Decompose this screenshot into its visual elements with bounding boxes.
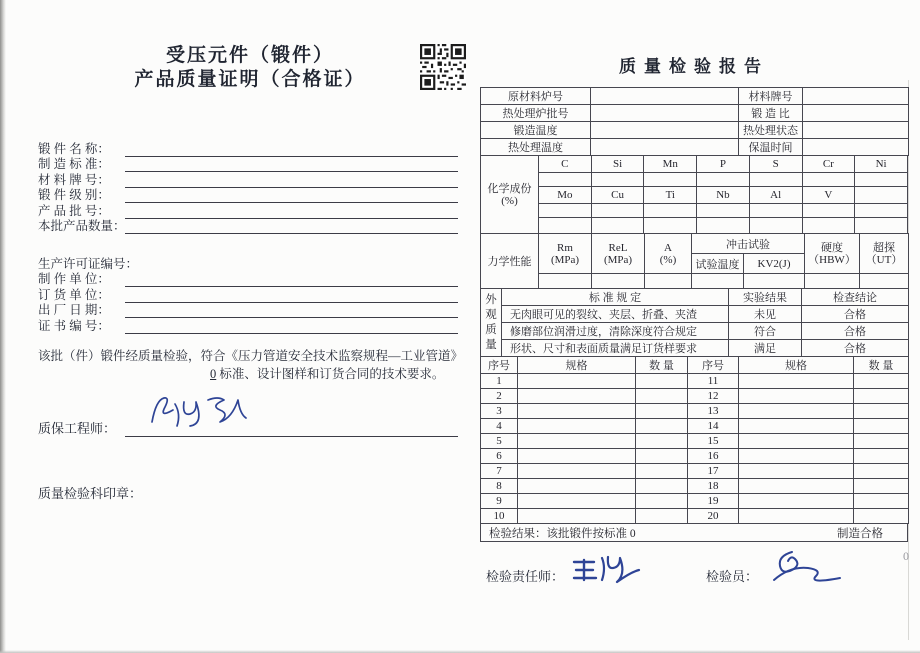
chem-element: Si [591,156,644,173]
spec-cell [739,419,854,434]
statement-line2 [38,365,462,383]
mech-hardness-unit: （HBW） [808,253,856,266]
chem-element: Mn [644,156,697,173]
inspector-label: 检验员： [706,568,759,584]
table-row [481,419,909,434]
serial-no: 10 [481,509,518,524]
cell-label: 热处理状态 [739,122,803,139]
qty-cell [854,464,909,479]
chem-value [749,204,802,218]
manufacture-verdict: 制造合格 [837,527,883,540]
inspection-seal-label: 质量检验科印章： [38,486,143,501]
mech-value [805,274,860,289]
cell-value [803,105,909,122]
mechanical-properties-table [480,233,909,289]
spec-cell [518,404,636,419]
cell-value [803,139,909,156]
order-fields-block [38,256,458,334]
certificate-title-line1: 受压元件（锻件） [165,45,334,66]
table-row [481,340,909,357]
chem-element: C [539,156,592,173]
spec-cell [739,404,854,419]
qty-cell [854,479,909,494]
chem-section-label [481,156,539,234]
mech-hardness: 硬度 [821,241,843,254]
table-row [481,105,909,122]
report-signature-row [486,558,920,592]
appearance-conclusion: 合格 [802,323,909,340]
table-row [481,187,908,204]
serial-header: 规格 [518,357,636,374]
mech-ut-unit: （UT） [865,253,903,266]
serial-no: 8 [481,479,518,494]
certificate-left-page [8,0,464,653]
table-row [481,323,909,340]
mech-value [645,274,692,289]
serial-no: 17 [688,464,739,479]
serial-no: 2 [481,389,518,404]
table-row [481,449,909,464]
appearance-result: 未见 [729,306,802,323]
inspection-result-cell [481,524,908,542]
field-label: 产 品 批 号： [38,203,110,218]
chem-value [539,218,592,234]
table-row [481,218,908,234]
serial-no: 9 [481,494,518,509]
serial-header: 序号 [688,357,739,374]
mech-rm-unit: (MPa) [550,253,580,266]
field-blank-line [125,189,458,203]
mech-a: A [664,241,672,254]
appearance-spec: 修磨部位润滑过度，清除深度符合规定 [502,323,729,340]
mech-header-ut [860,234,909,274]
mech-section-label: 力学性能 [481,234,539,289]
appearance-quality-table [480,288,909,357]
serial-no: 11 [688,374,739,389]
spec-cell [518,509,636,524]
mech-ut: 超探 [873,241,895,254]
appearance-conclusion: 合格 [802,306,909,323]
table-row [481,88,909,105]
chem-element: S [749,156,802,173]
table-row [481,404,909,419]
field-blank-line [125,174,458,188]
qr-code [420,44,466,90]
qty-cell [854,509,909,524]
chem-element: P [697,156,750,173]
chem-element: Ni [855,156,908,173]
qty-cell [636,509,688,524]
chem-value [749,218,802,234]
qty-cell [854,434,909,449]
qty-cell [854,389,909,404]
table-row [481,156,908,173]
mech-header-rm [539,234,592,274]
spec-cell [518,464,636,479]
serial-no: 16 [688,449,739,464]
field-label: 生产许可证编号： [38,256,139,271]
serial-header: 规格 [739,357,854,374]
spec-cell [518,374,636,389]
mech-value [592,274,645,289]
spec-cell [518,389,636,404]
field-certificate-no [38,318,458,334]
chem-element: Al [749,187,802,204]
serial-no: 12 [688,389,739,404]
chem-value [697,218,750,234]
table-row [481,234,909,254]
table-row [481,122,909,139]
table-row [481,274,909,289]
table-row [481,494,909,509]
serial-header: 序号 [481,357,518,374]
spec-cell [518,479,636,494]
mech-header-hardness [805,234,860,274]
scan-edge-left [0,0,6,653]
mech-value [744,274,805,289]
cell-label: 原材料炉号 [481,88,591,105]
chem-value [855,218,908,234]
cell-value [591,122,739,139]
statement-line1: 该批（件）锻件经质量检验，符合《压力管道安全技术监察规程—工业管道》 [38,348,464,363]
report-table [480,87,908,542]
field-batch-quantity [38,219,458,235]
qty-cell [636,449,688,464]
appearance-header-result: 实验结果 [729,289,802,306]
cell-label: 热处理炉批号 [481,105,591,122]
spec-cell [739,494,854,509]
table-row [481,389,909,404]
appearance-spec: 无肉眼可见的裂纹、夹层、折叠、夹渣 [502,306,729,323]
spec-cell [739,509,854,524]
mech-a-unit: (%) [659,253,677,266]
field-label: 制 造 标 准： [38,157,110,171]
table-row [481,204,908,218]
inspection-result-text: 检验结果：该批锻件按标准 0 [489,527,636,540]
chem-element: Ti [644,187,697,204]
spec-cell [739,464,854,479]
spec-cell [739,389,854,404]
chem-label-line2: (%) [501,194,518,207]
serial-no: 19 [688,494,739,509]
chem-value [644,218,697,234]
chem-label-line1: 化学成份 [487,182,532,195]
chemical-composition-table [480,155,908,234]
serial-no: 1 [481,374,518,389]
spec-cell [518,434,636,449]
field-label: 出 厂 日 期： [38,303,110,317]
chem-value [644,204,697,218]
cell-value [591,88,739,105]
serial-no: 4 [481,419,518,434]
chem-value [802,204,855,218]
appearance-header-standard: 标 准 规 定 [502,289,729,306]
qty-cell [636,404,688,419]
heat-info-table [480,87,909,156]
table-row [481,434,909,449]
qty-cell [636,374,688,389]
report-title: 质量检验报告 [619,57,769,76]
qty-cell [636,494,688,509]
appearance-section-label [481,289,502,357]
qty-cell [636,464,688,479]
appearance-header-conclusion: 检查结论 [802,289,909,306]
mech-header-rel [592,234,645,274]
field-blank-line [125,320,458,334]
serial-header: 数 量 [854,357,909,374]
appearance-spec: 形状、尺寸和表面质量满足订货样要求 [502,340,729,357]
product-fields-block [38,141,458,234]
qty-cell [636,479,688,494]
field-label: 锻 件 名 称： [38,141,110,156]
vlabel-char: 量 [485,338,497,351]
spec-cell [739,434,854,449]
mech-rm: Rm [557,241,573,254]
field-label: 证 书 编 号： [38,318,110,333]
appearance-conclusion: 合格 [802,340,909,357]
qty-cell [636,419,688,434]
cell-label: 热处理温度 [481,139,591,156]
qty-cell [854,404,909,419]
inspection-result-table [480,523,908,542]
mech-value [539,274,592,289]
table-row [481,524,908,542]
inspector-responsible-signature [568,548,648,588]
cell-label: 锻造温度 [481,122,591,139]
qty-cell [636,389,688,404]
chem-element: Nb [697,187,750,204]
table-row [481,289,909,306]
table-row [481,173,908,187]
chem-value [591,218,644,234]
chem-element: Cr [802,156,855,173]
mech-impact-temp: 试验温度 [692,254,744,274]
qty-cell [636,434,688,449]
cell-label: 保温时间 [739,139,803,156]
qty-cell [854,374,909,389]
chem-value [802,218,855,234]
chem-value [749,173,802,187]
appearance-result: 符合 [729,323,802,340]
mech-header-impact: 冲击试验 [692,234,805,254]
certificate-title-line2: 产品质量证明（合格证） [134,69,366,90]
serial-no: 15 [688,434,739,449]
spec-cell [739,449,854,464]
conformity-statement [38,347,462,383]
mech-header-a [645,234,692,274]
chem-element [855,187,908,204]
chem-value [644,173,697,187]
chem-value [855,173,908,187]
spec-cell [518,449,636,464]
serial-no: 20 [688,509,739,524]
field-blank-line [125,289,458,303]
table-row [481,139,909,156]
field-blank-line [125,273,458,287]
cell-value [803,122,909,139]
qa-engineer-label: 质保工程师： [38,421,117,436]
spec-cell [739,374,854,389]
cell-value [591,105,739,122]
chem-value [855,204,908,218]
field-label: 本批产品数量： [38,219,126,233]
mech-rel-unit: (MPa) [603,253,633,266]
vlabel-char: 质 [485,323,497,336]
spec-cell [518,494,636,509]
serial-no: 6 [481,449,518,464]
serial-no: 13 [688,404,739,419]
spec-cell [518,419,636,434]
field-label: 制 作 单 位： [38,272,110,286]
spec-cell [739,479,854,494]
chem-value [591,173,644,187]
inspector-signature [762,544,862,592]
chem-element: Cu [591,187,644,204]
chem-value [539,173,592,187]
table-row [481,479,909,494]
field-blank-line [125,143,458,157]
serial-no: 14 [688,419,739,434]
serial-no: 7 [481,464,518,479]
table-row [481,509,909,524]
field-blank-line [125,158,458,172]
serial-no: 3 [481,404,518,419]
field-label: 订 货 单 位： [38,287,110,302]
stray-scan-mark: 0 [903,549,909,563]
vlabel-char: 外 [485,293,497,306]
chem-value [802,173,855,187]
statement-line2-text: 标准、设计图样和订货合同的技术要求。 [216,366,445,381]
field-blank-line [125,220,458,234]
field-blank-line [125,205,458,219]
serial-header: 数 量 [636,357,688,374]
chem-value [697,204,750,218]
inspector-responsible-label: 检验责任师： [486,568,565,584]
mech-impact-kv2: KV2(J) [744,254,805,274]
mech-rel: ReL [608,241,628,254]
table-row [481,306,909,323]
serial-no: 5 [481,434,518,449]
mech-value [692,274,744,289]
qty-cell [854,449,909,464]
table-row [481,374,909,389]
chem-value [697,173,750,187]
cell-value [591,139,739,156]
chem-value [539,204,592,218]
field-label: 锻 件 级 别： [38,188,110,202]
field-label: 材 料 牌 号： [38,172,110,187]
cell-label: 材料牌号 [739,88,803,105]
field-blank-line [125,304,458,318]
chem-element: V [802,187,855,204]
cell-label: 锻 造 比 [739,105,803,122]
serial-no: 18 [688,479,739,494]
qty-cell [854,494,909,509]
chem-element: Mo [539,187,592,204]
appearance-result: 满足 [729,340,802,357]
vlabel-char: 观 [485,308,497,321]
qty-cell [854,419,909,434]
mech-value [860,274,909,289]
certificate-title [40,44,460,92]
cell-value [803,88,909,105]
inspection-report-page [470,0,920,653]
table-row [481,357,909,374]
chem-value [591,204,644,218]
specification-list-table [480,356,909,524]
table-row [481,464,909,479]
standard-number: 0 [210,366,217,381]
qa-engineer-signature [138,388,268,434]
